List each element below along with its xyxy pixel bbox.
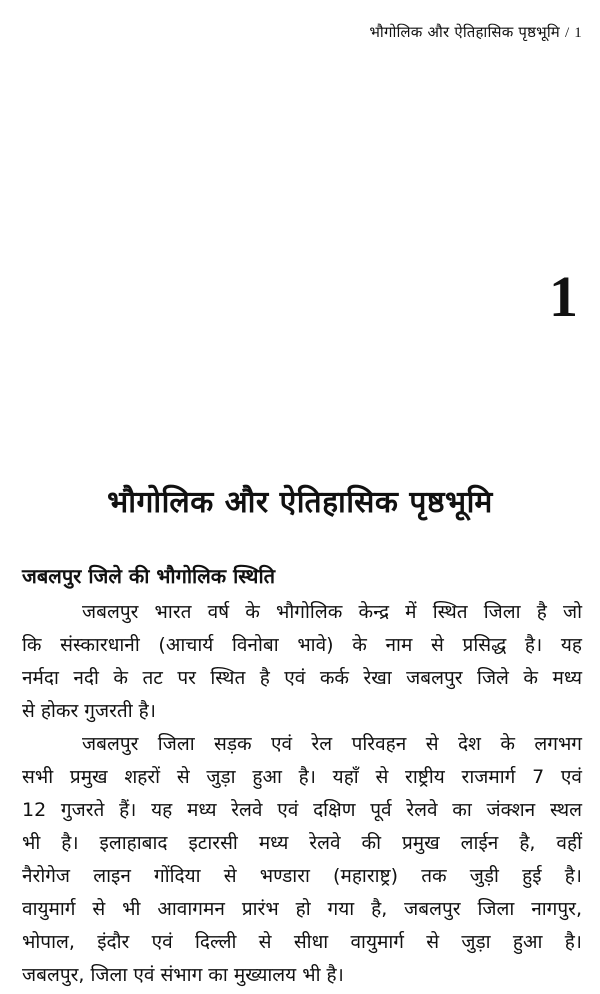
- paragraph-line: नर्मदा नदी के तट पर स्थित है एवं कर्क रेखा जबलपुर जिले के मध्य: [22, 667, 582, 689]
- paragraph-line: जबलपुर जिला सड़क एवं रेल परिवहन से देश के लगभग: [82, 733, 582, 755]
- chapter-number: 1: [549, 264, 578, 329]
- running-header: [369, 22, 582, 42]
- page-number: 1: [574, 25, 582, 41]
- paragraph-2: [22, 728, 582, 992]
- paragraph-line: से होकर गुजरती है।: [22, 700, 156, 722]
- section-heading: जबलपुर जिले की भौगोलिक स्थिति: [22, 564, 276, 588]
- running-header-separator: /: [564, 25, 570, 41]
- paragraph-line: जबलपुर भारत वर्ष के भौगोलिक केन्द्र में स्थित जिला है जो: [82, 601, 582, 623]
- paragraph-line: वायुमार्ग से भी आवागमन प्रारंभ हो गया है, जबलपुर जिला नागपुर,: [22, 898, 582, 920]
- paragraph-1: [22, 596, 582, 728]
- chapter-title: भौगोलिक और ऐतिहासिक पृष्ठभूमि: [107, 485, 493, 520]
- running-header-title: भौगोलिक और ऐतिहासिक पृष्ठभूमि: [369, 23, 560, 41]
- paragraph-line: 12 गुजरते हैं। यह मध्य रेलवे एवं दक्षिण पूर्व रेलवे का जंक्शन स्थल: [22, 799, 582, 821]
- paragraph-line: भोपाल, इंदौर एवं दिल्ली से सीधा वायुमार्ग से जुड़ा हुआ है।: [22, 931, 582, 953]
- paragraph-line: कि संस्कारधानी (आचार्य विनोबा भावे) के नाम से प्रसिद्ध है। यह: [22, 634, 582, 656]
- paragraph-line: सभी प्रमुख शहरों से जुड़ा हुआ है। यहाँ से राष्ट्रीय राजमार्ग 7 एवं: [22, 766, 582, 788]
- paragraph-line: जबलपुर, जिला एवं संभाग का मुख्यालय भी है।: [22, 964, 344, 986]
- paragraph-line: नैरोगेज लाइन गोंदिया से भण्डारा (महाराष्ट्र) तक जुड़ी हुई है।: [22, 865, 582, 887]
- paragraph-line: भी है। इलाहाबाद इटारसी मध्य रेलवे की प्रमुख लाईन है, वहीं: [22, 832, 582, 854]
